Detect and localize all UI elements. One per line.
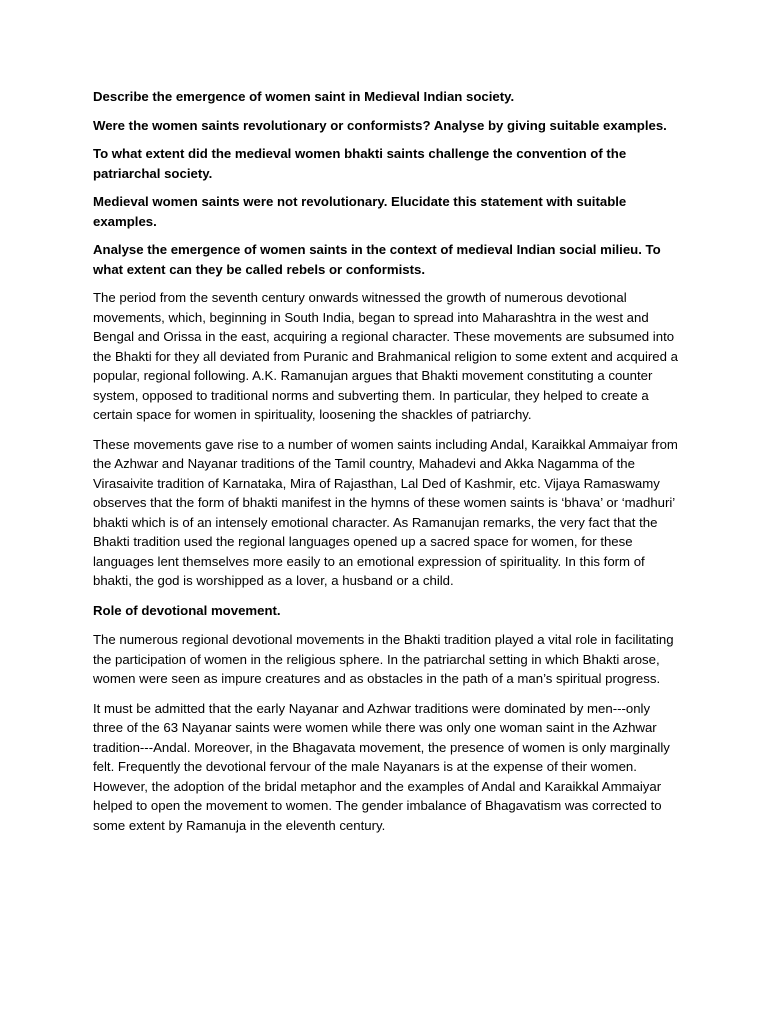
question-2: Were the women saints revolutionary or conformists? Analyse by giving suitable examples. (93, 117, 667, 133)
section-heading: Role of devotional movement. (93, 602, 281, 618)
section-paragraph-2: It must be admitted that the early Nayanar and Azhwar traditions were dominated by men---only three of the 63 Nayanar saints were women while there was only one woman saint in the Azhwar tradition---Andal. Moreover, in the Bhagavata movement, the presence of women is only marginally felt. Frequently the devotional fervour of the male Nayanars is at the expense of their women. However, the adoption of the bridal metaphor and the examples of Andal and Karaikkal Ammaiyar helped to open the movement to women. The gender imbalance of Bhagavatism was corrected to some extent by Ramanuja in the eleventh century. (93, 700, 670, 833)
body-paragraph-2: These movements gave rise to a number of women saints including Andal, Karaikkal Ammaiyar from the Azhwar and Nayanar traditions of the Tamil country, Mahadevi and Akka Nagamma of the Virasaivite tradition of Karnataka, Mira of Rajasthan, Lal Ded of Kashmir, etc. Vijaya Ramaswamy observes that the form of bhakti manifest in the hymns of these women saints is ‘bhava’ or ‘madhuri’ bhakti which is of an intensely emotional character. As Ramanujan remarks, the very fact that the Bhakti tradition used the regional languages opened up a sacred space for women, for these languages lent themselves more easily to an emotional expression of spirituality. In this form of bhakti, the god is worshipped as a lover, a husband or a child. (93, 436, 678, 588)
question-4: Medieval women saints were not revolutionary. Elucidate this statement with suitable examples. (93, 194, 627, 229)
body-paragraph-1: The period from the seventh century onwards witnessed the growth of numerous devotional movements, which, beginning in South India, began to spread into Maharashtra in the west and Bengal and Orissa in the east, acquiring a regional character. These movements are subsumed into the Bhakti for they all deviated from Puranic and Brahmanical religion to some extent and acquired a popular, regional following. A.K. Ramanujan argues that Bhakti movement constituting a counter system, opposed to traditional norms and subverting them. In particular, they helped to create a certain space for women in spirituality, loosening the shackles of patriarchy. (93, 290, 678, 422)
document-page (93, 87, 678, 845)
question-3: To what extent did the medieval women bhakti saints challenge the convention of the patriarchal society. (93, 146, 627, 181)
section-paragraph-1: The numerous regional devotional movements in the Bhakti tradition played a vital role in facilitating the participation of women in the religious sphere. In the patriarchal setting in which Bhakti arose, women were seen as impure creatures and as obstacles in the path of a man’s spiritual progress. (93, 632, 674, 686)
question-5: Analyse the emergence of women saints in the context of medieval Indian social milieu. To what extent can they be called rebels or conformists. (93, 242, 661, 277)
question-1: Describe the emergence of women saint in Medieval Indian society. (93, 89, 515, 104)
